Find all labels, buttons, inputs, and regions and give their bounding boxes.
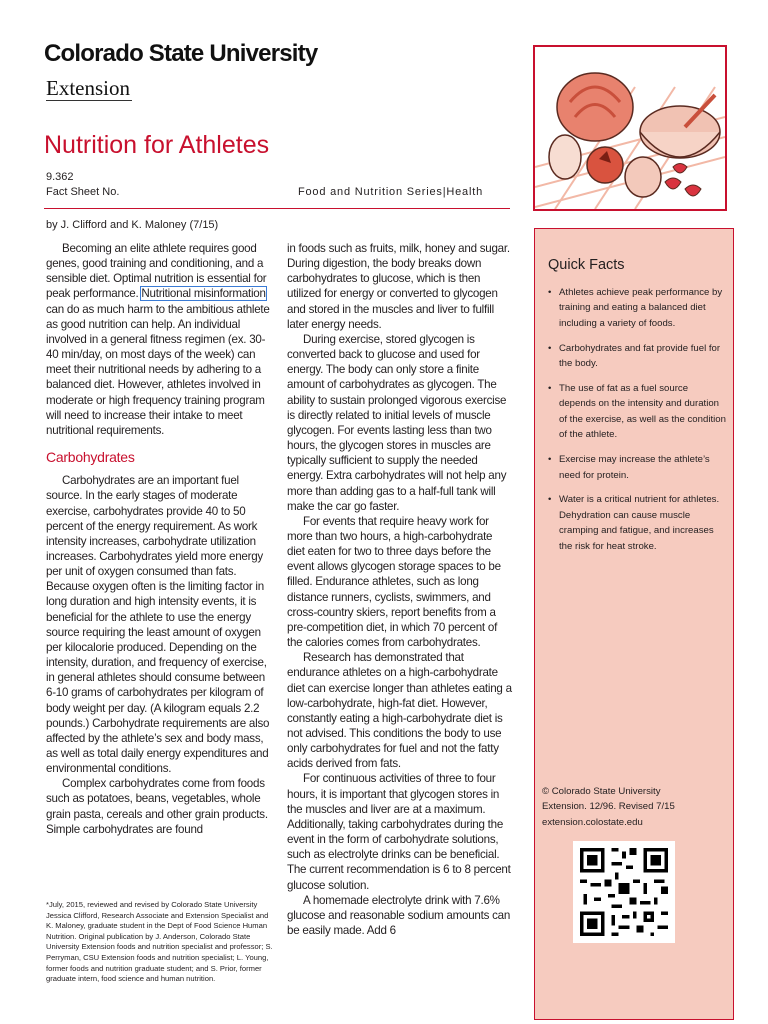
list-item: • The use of fat as a fuel source depends on the intensity and duration of the exercise, as well as the condition of the athlete. <box>547 381 727 443</box>
quick-facts-list <box>547 285 727 564</box>
list-item: • Athletes achieve peak performance by training and eating a balanced diet including a variety of foods. <box>547 285 727 331</box>
list-item: • Exercise may increase the athlete’s need for protein. <box>547 452 727 483</box>
copyright-line: © Colorado State University <box>542 786 661 797</box>
fact-sheet-label: Fact Sheet No. <box>46 186 120 198</box>
col2-paragraph-5: For continuous activities of three to four hours, it is important that glycogen stores in the muscles and liver are at a maximum. Additionally, taking carbohydrates during the event in the form of carbohydrate solutions, such as electrolyte drinks can be beneficial. The current recommendation is 6 to 8 percent glucose solution. <box>287 772 511 892</box>
copyright-block <box>542 784 726 830</box>
byline: by J. Clifford and K. Maloney (7/15) <box>46 219 219 231</box>
quick-facts-panel <box>534 228 734 1020</box>
fact-sheet-number: 9.362 <box>46 171 74 183</box>
misinformation-link[interactable]: Nutritional misinformation <box>141 287 266 301</box>
list-item: • Water is a critical nutrient for athletes. Dehydration can cause muscle cramping and fatigue, and increases the risk for heat stroke. <box>547 492 727 554</box>
col2-paragraph-3: For events that require heavy work for more than two hours, a high-carbohydrate diet eaten for two to three days before the event allows glycogen storage spaces to be filled. Endurance athletes, such as long distance runners, cyclists, swimmers, and cross-country skiers, report benefits from a pre-competition diet, in which 70 percent of the calories comes from carbohydrates. <box>287 514 501 650</box>
carbohydrates-heading: Carbohydrates <box>46 449 135 466</box>
body-column-2 <box>287 241 512 938</box>
carb-paragraph-2: Complex carbohydrates come from foods such as potatoes, beans, vegetables, whole grain pasta, cereals and other grain products. Simple carbohydrates are found <box>46 777 268 836</box>
col2-paragraph-2: During exercise, stored glycogen is converted back to glucose and used for energy. The body can only store a finite amount of carbohydrates as glycogen. The ability to sustain prolonged vigorous exercise is directly related to initial levels of muscle glycogen. For events lasting less than two hours, the glycogen stores in muscles are typically sufficient to supply the needed energy. Extra carbohydrates will not help any more than adding gas to a half-full tank will make the car go faster. <box>287 332 507 513</box>
carb-paragraph-1: Carbohydrates are an important fuel source. In the early stages of moderate exercise, carbohydrates provide 40 to 50 percent of the energy requirement. As work intensity increases, carbohydrate utilization increases. Carbohydrates yield more energy per unit of oxygen consumed than fats. Because oxygen often is the limiting factor in long duration and high intensity events, it is beneficial for the athlete to use the energy source requiring the least amount of oxygen per kilocalorie produced. Depending on the intensity, duration, and frequency of exercise, in general athletes should consume between 6-10 grams of carbohydrates per kilogram of body weight per day. (A kilogram equals 2.2 pounds.) Carbohydrate requirements are also affected by the athlete’s sex and body mass, as well as total daily energy expenditures and environmental conditions. <box>46 474 270 776</box>
col2-paragraph-6: A homemade electrolyte drink with 7.6% glucose and reasonable sodium amounts can be easily made. Add 6 <box>287 893 511 938</box>
col2-paragraph-1: in foods such as fruits, milk, honey and sugar. During digestion, the body breaks down carbohydrates to glucose, which is then utilized for energy or converted to glycogen and stored in the muscles and liver to fulfill later energy needs. <box>287 242 510 331</box>
extension-logo: Extension <box>46 76 130 100</box>
quick-facts-title: Quick Facts <box>548 257 625 273</box>
website-link[interactable]: extension.colostate.edu <box>542 816 643 828</box>
page-title: Nutrition for Athletes <box>44 131 270 159</box>
copyright-line: Extension. 12/96. Revised 7/15 <box>542 801 675 813</box>
col2-paragraph-4: Research has demonstrated that endurance athletes on a high-carbohydrate diet can exercise longer than athletes eating a low-carbohydrate, high-fat diet. However, constantly eating a high-carbohydrate diet is not advised. This conditions the body to use only carbohydrates for fuel and not the fatty acids derived from fats. <box>287 651 512 771</box>
series-label: Food and Nutrition Series|Health <box>298 186 483 198</box>
intro-paragraph: Becoming an elite athlete requires good genes, good training and conditioning, and a sensible diet. Optimal nutrition is essential for peak performance. Nutritional misinformation can do as much harm to the ambitious athlete as good nutrition can help. An individual involved in a general fitness regimen (ex. 30-40 min/day, on most days of the week) can meet their nutritional needs by adhering to a balanced diet. However, athletes involved in moderate or high frequency training program will need to increase their intake to meet nutritional requirements. <box>46 242 270 437</box>
qr-code-icon[interactable] <box>573 841 675 943</box>
footnote: *July, 2015, reviewed and revised by Colorado State University Jessica Clifford, Research Associate and Extension Specialist and K. Maloney, graduate student in the Dept of Food Science Human Nutrition. Original publication by J. Anderson, Colorado State University Extension foods and nutrition specialist and professor; S. Perryman, CSU Extension foods and nutrition specialist; L. Young, former foods and nutrition graduate student; and S. Prior, former graduate intern, food science and human nutrition. <box>46 900 273 984</box>
university-logo: Colorado State University <box>44 40 318 67</box>
list-item: • Carbohydrates and fat provide fuel for the body. <box>547 341 727 372</box>
header-divider <box>44 208 510 209</box>
food-illustration-icon <box>533 45 727 211</box>
body-column-1 <box>46 241 271 837</box>
